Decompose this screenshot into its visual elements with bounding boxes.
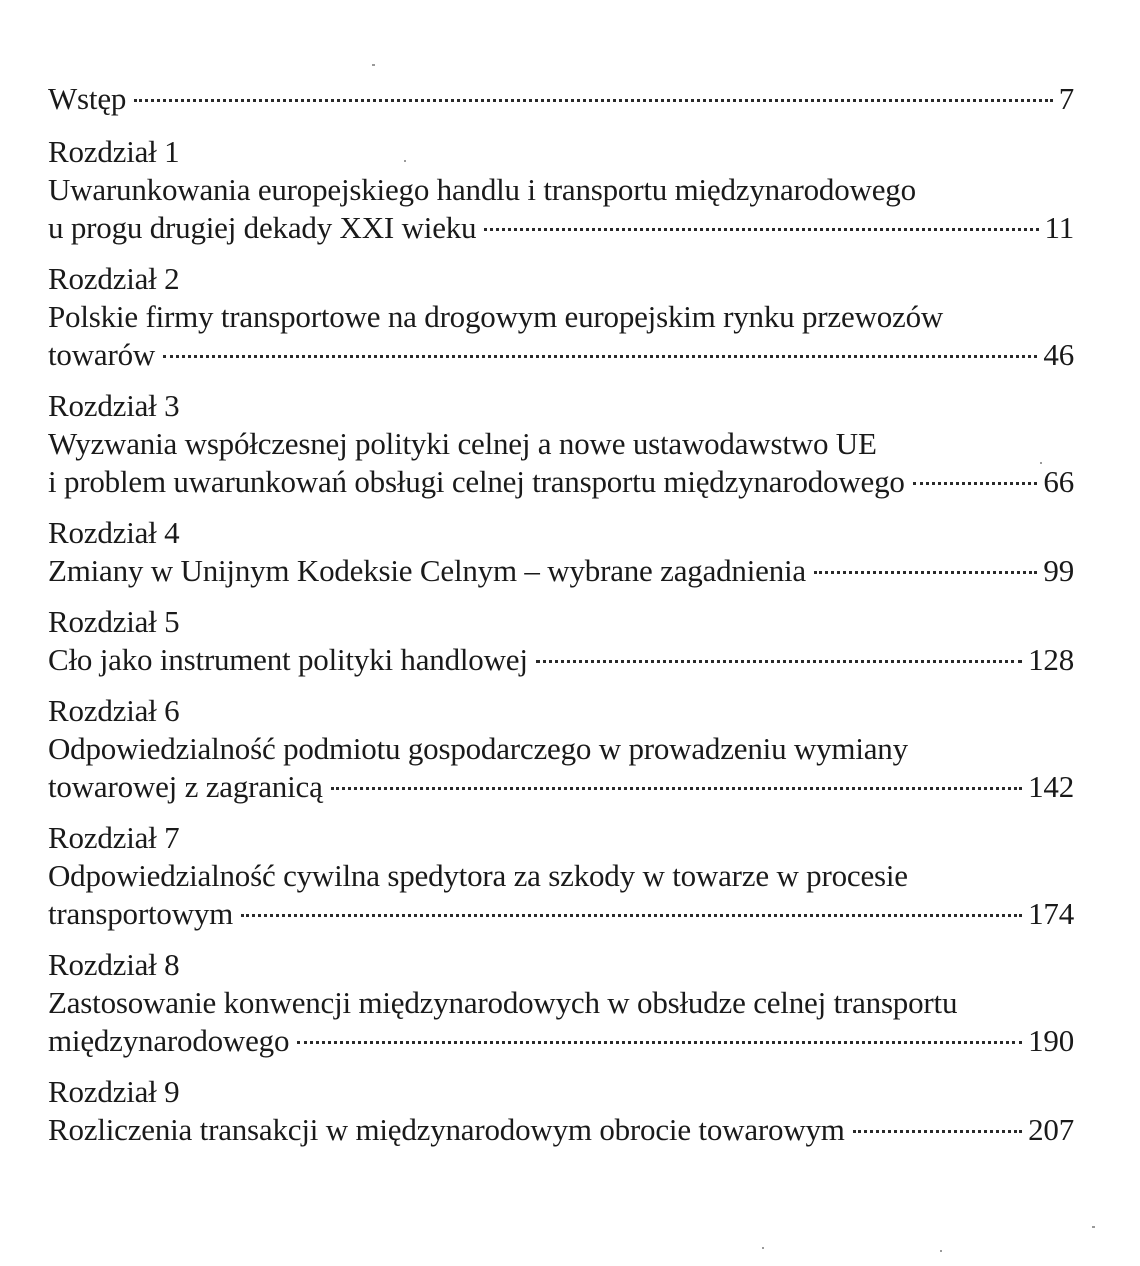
chapter-title-line: Zastosowanie konwencji międzynarodowych w obsłudze celnej transportu [48, 985, 958, 1020]
dot-leader [134, 99, 1052, 102]
toc-entry-chapter-8[interactable] [48, 946, 1074, 1060]
scan-speck [762, 1247, 764, 1249]
toc-entry-row [48, 1022, 1074, 1060]
chapter-title-line: Odpowiedzialność podmiotu gospodarczego w prowadzeniu wymiany [48, 731, 908, 766]
chapter-label: Rozdział 9 [48, 1074, 180, 1109]
toc-page-number: 99 [1043, 553, 1074, 588]
dot-leader [484, 228, 1038, 231]
toc-entry-row [48, 336, 1074, 374]
toc-page-number: 7 [1058, 81, 1074, 116]
toc-page-number: 142 [1028, 769, 1074, 804]
chapter-label: Rozdział 3 [48, 388, 180, 423]
chapter-title-last-line: towarowej z zagranicą [48, 769, 323, 804]
toc-entry-chapter-2[interactable] [48, 260, 1074, 374]
chapter-label: Rozdział 2 [48, 261, 180, 296]
toc-entry-title: Wstęp [48, 81, 127, 116]
chapter-label: Rozdział 4 [48, 515, 180, 550]
chapter-title-line: Polskie firmy transportowe na drogowym europejskim rynku przewozów [48, 299, 944, 334]
toc-entry-chapter-4[interactable] [48, 514, 1074, 590]
toc-page-number: 207 [1028, 1112, 1074, 1147]
dot-leader [913, 482, 1038, 485]
toc-entry-row [48, 895, 1074, 933]
toc-entry-row [48, 768, 1074, 806]
dot-leader [241, 914, 1022, 917]
scan-speck [404, 160, 406, 162]
chapter-label: Rozdział 8 [48, 947, 180, 982]
chapter-label: Rozdział 6 [48, 693, 180, 728]
chapter-title-line: Wyzwania współczesnej polityki celnej a nowe ustawodawstwo UE [48, 426, 877, 461]
scan-speck [1040, 462, 1042, 464]
chapter-label: Rozdział 1 [48, 134, 180, 169]
toc-page-number: 66 [1043, 464, 1074, 499]
chapter-label: Rozdział 7 [48, 820, 180, 855]
chapter-label: Rozdział 5 [48, 604, 180, 639]
toc-entry-row [48, 463, 1074, 501]
toc-entry-chapter-9[interactable] [48, 1073, 1074, 1149]
scan-speck [1092, 1226, 1095, 1228]
dot-leader [536, 660, 1022, 663]
scan-speck [940, 1250, 942, 1252]
chapter-title-last-line: międzynarodowego [48, 1023, 290, 1058]
toc-entry-row [48, 80, 1074, 118]
chapter-title-line: Uwarunkowania europejskiego handlu i transportu międzynarodowego [48, 172, 916, 207]
chapter-title-last-line: towarów [48, 337, 156, 372]
dot-leader [853, 1130, 1022, 1133]
toc-entry-row [48, 209, 1074, 247]
toc-entry-intro[interactable] [48, 80, 1074, 118]
dot-leader [331, 787, 1022, 790]
toc-entry-row [48, 552, 1074, 590]
toc-entry-row [48, 1111, 1074, 1149]
chapter-list [48, 133, 1074, 1149]
dot-leader [297, 1041, 1022, 1044]
toc-entry-chapter-3[interactable] [48, 387, 1074, 501]
chapter-title-last-line: Zmiany w Unijnym Kodeksie Celnym – wybrane zagadnienia [48, 553, 806, 588]
toc-page-number: 174 [1028, 896, 1074, 931]
toc-entry-chapter-6[interactable] [48, 692, 1074, 806]
toc-entry-chapter-7[interactable] [48, 819, 1074, 933]
chapter-title-last-line: i problem uwarunkowań obsługi celnej transportu międzynarodowego [48, 464, 905, 499]
toc-page-number: 190 [1028, 1023, 1074, 1058]
dot-leader [814, 571, 1037, 574]
toc-page-number: 46 [1043, 337, 1074, 372]
toc-entry-chapter-5[interactable] [48, 603, 1074, 679]
table-of-contents [48, 80, 1074, 1162]
toc-entry-chapter-1[interactable] [48, 133, 1074, 247]
chapter-title-last-line: Rozliczenia transakcji w międzynarodowym obrocie towarowym [48, 1112, 845, 1147]
dot-leader [163, 355, 1037, 358]
scan-speck [372, 64, 375, 66]
toc-page-number: 11 [1044, 210, 1074, 245]
chapter-title-last-line: transportowym [48, 896, 234, 931]
chapter-title-line: Odpowiedzialność cywilna spedytora za szkody w towarze w procesie [48, 858, 908, 893]
toc-page-number: 128 [1028, 642, 1074, 677]
chapter-title-last-line: Cło jako instrument polityki handlowej [48, 642, 528, 677]
toc-entry-row [48, 641, 1074, 679]
chapter-title-last-line: u progu drugiej dekady XXI wieku [48, 210, 477, 245]
